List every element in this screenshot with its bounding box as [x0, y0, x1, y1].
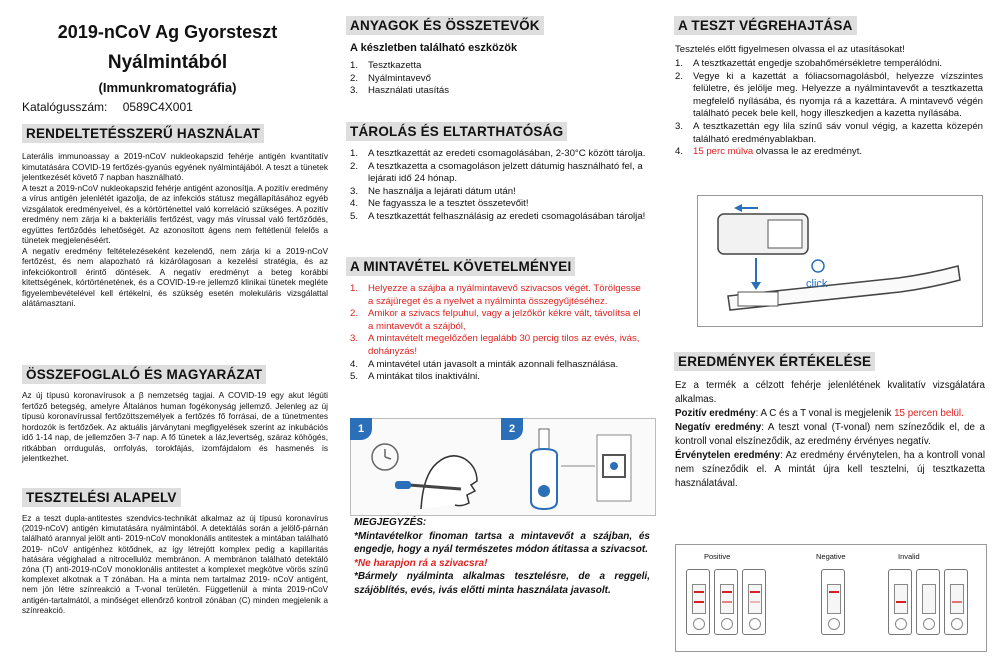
procedure-heading: A TESZT VÉGREHAJTÁSA: [674, 16, 857, 35]
list-item: 2. A tesztkazetta a csomagoláson jelzett dátumig használható fel, a lejárati idő 24 hónap.: [350, 160, 643, 185]
list-item: 1. Tesztkazetta: [350, 60, 422, 71]
list-item: 1. Helyezze a szájba a nyálmintavevő szivacsos végét. Törölgesse a szájüreget és a nyelvet a nyálminta összegyűjtéséhez.: [350, 283, 641, 307]
list-item: 3. Használati utasítás: [350, 85, 450, 97]
invalid-label: Invalid: [898, 552, 920, 561]
column-right: [667, 0, 1000, 660]
saliva-collection-icon: [351, 419, 491, 515]
list-item: 1. A tesztkazettát az eredeti csomagolásában, 2-30°C között tárolja.: [350, 148, 646, 159]
list-item: 5. A tesztkazettát felhasználásig az eredeti csomagolásában tárolja!: [350, 210, 646, 222]
sampling-list: [350, 283, 648, 384]
positive-cassette: [686, 569, 710, 635]
cassette-insertion-icon: [698, 196, 982, 326]
title-line2: Nyálmintából: [107, 52, 228, 73]
list-item: 2. Amikor a szivacs felpuhul, vagy a jelzőkör kékre vált, távolítsa el a mintavevőt a szájból,: [350, 308, 641, 332]
catalog-value: 0589C4X001: [122, 100, 193, 114]
catalog-line: [22, 100, 193, 114]
intended-use-p2: A teszt a 2019-nCoV nukleokapszid fehérje antigént azonosítja. A pozitív eredmény a vírus antigén jelenlétét igazolja, de az infekciós státusz megállapításához egyéb vizsgálatok eredményeivel, és a kórtörténettel való korreláció szükséges. A pozitív eredmény nem zárja ki a bakteriális fertőzést, vagy más vírussal való fertőződés, együttes fertőződés lehetőségét. Az azonosított ágens nem feltétlenül felelős a tünetek megjelenéséért.: [22, 182, 328, 245]
catalog-label: Katalógusszám:: [22, 100, 108, 114]
intended-use-p1: Laterális immunoassay a 2019-nCoV nukleokapszid fehérje antigén kvantitatív kimutatására COVID-19 fertőzés-gyanús egyének nyálmintájából. A teszt a tünetek jelentkezését követő 7 napban használható.: [22, 151, 328, 182]
note-1: *Mintavételkor finoman tartsa a mintavevőt a szájban, és engedje, hogy a nyál természetes módon átitassa a szivacsot.: [354, 530, 650, 556]
results-intro: Ez a termék a célzott fehérje jelenlétének kvalitatív vizsgálatára alkalmas.: [675, 380, 985, 405]
list-item: 2. Vegye ki a kazettát a fóliacsomagolásból, helyezze vízszintes felületre, és jelölje meg. Helyezze a nyálmintavevőt a tesztkazetta megfelelő nyílásába, és nyomja rá a kazettára. A mintavevő végén található pecek bele kell, hogy illeszkedjen a kazetta nyílásába.: [675, 70, 983, 120]
positive-cassette: [714, 569, 738, 635]
results-heading: EREDMÉNYEK ÉRTÉKELÉSE: [674, 352, 875, 371]
summary-text: Az új típusú koronavírusok a β nemzetség tagjai. A COVID-19 egy akut légúti fertőző betegség, amelyre Általános human fogékonyság jellemző. Jelenleg az új típusú koronavírussal fertőzöttszemélyek a fertőzés fő forrásai, de a tünetmentes hordozók is fertőzőek. Az aktuális járványtani megfigyelések szerint az inkubációs idő 1-14 nap, de jellemzően 3-7 nap. A fő tünetek a láz,levertség, száraz köhögés, ritkábban orrdugulás, orrfolyás, torokfájás, izomfájdalom és hasmenés is jelentkezhet.: [22, 390, 328, 463]
list-item: 5. A mintákat tilos inaktiválni.: [350, 371, 480, 383]
positive-label: Positive: [704, 552, 731, 561]
note-3: *Bármely nyálminta alkalmas tesztelésre, de a reggeli, szájöblítés, evés, ivás előtti minta használata javasolt.: [354, 571, 650, 596]
list-item: 2. Nyálmintavevő: [350, 72, 431, 84]
summary-heading: ÖSSZEFOGLALÓ ÉS MAGYARÁZAT: [22, 365, 266, 384]
invalid-cassette: [944, 569, 968, 635]
results-diagram: [675, 544, 987, 652]
procedure-illustration: [697, 195, 983, 327]
materials-subheading: A készletben található eszközök: [350, 42, 518, 54]
sampling-heading: A MINTAVÉTEL KÖVETELMÉNYEI: [346, 257, 575, 276]
negative-result: Negatív eredmény: A teszt vonal (T-vonal) nem színeződik el, de a kontroll vonal elszíneződik, az eredmény érvényes negatív.: [675, 422, 985, 447]
notes-block: [354, 516, 650, 598]
collector-device-icon: [501, 419, 655, 515]
invalid-cassette: [888, 569, 912, 635]
principle-text: Ez a teszt dupla-antitestes szendvics-technikát alkalmaz az új típusú koronavírus (2019-nCoV) antigén kimutatására nyálmintából. A detektálás során a jelölő-párnán található arannyal jelölt anti- 2019-nCoV monoklonális antitestek a mintában található 2019- nCoV antigénhez kötődnek, az így létrejött komplex pedig a kapillaritás hatására végighalad a nitrocellulóz membránon. A membránon található detektáló zóna (T) anti-2019-nCoV monoklonális antitestet a komplexet megkötve vörös színű komplexet alkotnak a T zónában. Ha a minta nem tartalmaz 2019- nCoV antigént, nem jön létre színreakció a T-vonal területén. Függetlenül a minta 2019-nCoV antigén-tartalmától, a minőséget ellenőrző kontroll zónában (C) minden megjelenik a színreakció.: [22, 514, 328, 615]
invalid-result: Érvénytelen eredmény: Az eredmény érvénytelen, ha a kontroll vonal nem színeződik el. A mintát újra kell tesztelni, új tesztkazetta használatával.: [675, 450, 985, 489]
list-item: 3. A mintavételt megelőzően legalább 30 percig tilos az evés, ivás, dohányzás!: [350, 333, 640, 357]
positive-cassette: [742, 569, 766, 635]
negative-label: Negative: [816, 552, 846, 561]
results-text: [675, 379, 985, 491]
list-item: 4. Ne fagyassza le a tesztet összetevőit!: [350, 198, 529, 210]
positive-result: Pozitív eredmény: A C és a T vonal is megjelenik 15 percen belül.: [675, 408, 964, 419]
intended-use-text: [22, 151, 328, 309]
column-middle: [335, 0, 667, 660]
storage-heading: TÁROLÁS ÉS ELTARTHATÓSÁG: [346, 122, 567, 141]
procedure-list: [675, 58, 983, 159]
list-item: 4. A mintavétel után javasolt a minták azonnali felhasználása.: [350, 358, 619, 370]
step-badge-1: 1: [350, 418, 372, 440]
intended-use-p3: A negatív eredmény feltételezéseként kezelendő, nem zárja ki a 2019-nCoV fertőzést, és nem alapozható rá kizárólagosan a kezelési stratégia, és az infekciókontroll érintő döntések. A negatív eredményt a beteg korábbi kitettségének, kórtörténetének, és a COVID-19-re jellemző klinikai tünetek megléte figyelembevételével kell értékelni, és szükség esetén molekuláris vizsgálattal alátámasztani.: [22, 245, 328, 308]
column-left: [0, 0, 335, 660]
title-line1: 2019-nCoV Ag Gyorsteszt: [57, 22, 278, 42]
invalid-cassette: [916, 569, 940, 635]
notes-heading: MEGJEGYZÉS:: [354, 517, 427, 528]
procedure-intro: Tesztelés előtt figyelmesen olvassa el az utasításokat!: [675, 44, 905, 55]
subtitle: (Immunkromatográfia): [98, 80, 237, 95]
negative-cassette: [821, 569, 845, 635]
storage-list: [350, 148, 648, 224]
intended-use-heading: RENDELTETÉSSZERŰ HASZNÁLAT: [22, 124, 264, 143]
note-2: *Ne harapjon rá a szivacsra!: [354, 557, 488, 569]
list-item: 3. A tesztkazettán egy lila színű sáv vonul végig, a kazetta közepén található eredményablakban.: [675, 120, 983, 145]
step-badge-2: 2: [501, 418, 523, 440]
materials-list: [350, 60, 650, 98]
principle-heading: TESZTELÉSI ALAPELV: [22, 488, 181, 507]
materials-heading: ANYAGOK ÉS ÖSSZETEVŐK: [346, 16, 544, 35]
sampling-illustration: [350, 418, 656, 516]
list-item: 3. Ne használja a lejárati dátum után!: [350, 185, 516, 197]
list-item: 1. A tesztkazettát engedje szobahőmérsékletre temperálódni.: [675, 58, 943, 69]
click-label: click: [806, 278, 828, 290]
list-item: 4. 15 perc múlva olvassa le az eredményt.: [675, 146, 863, 158]
